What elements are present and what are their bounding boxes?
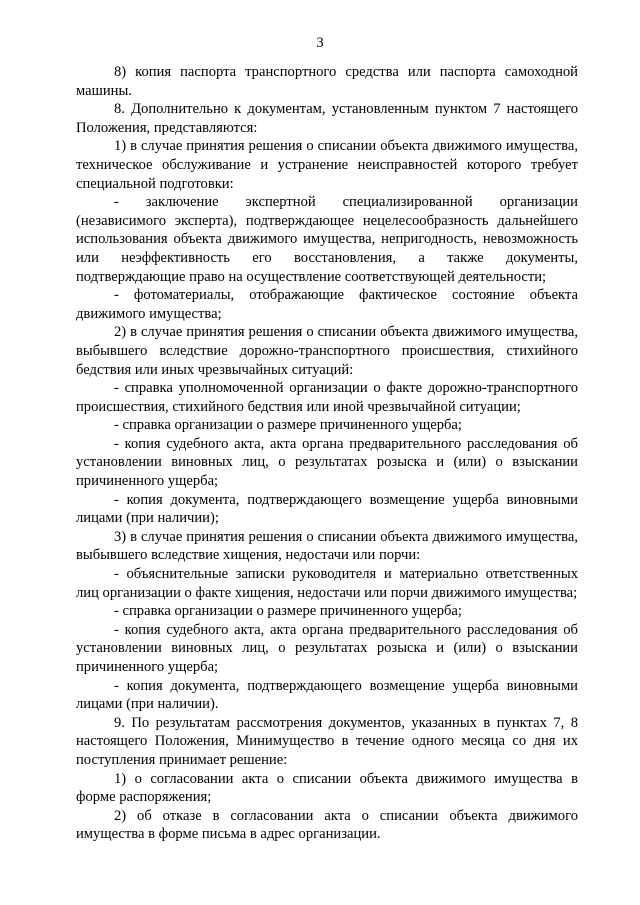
document-body xyxy=(76,63,578,844)
paragraph-compensation-document-2: - копия документа, подтверждающего возмещение ущерба виновными лицами (при наличии). xyxy=(76,677,578,713)
paragraph-subclause-2: 2) в случае принятия решения о списании объекта движимого имущества, выбывшего вследствие дорожно-транспортного происшествия, стихийного бедствия или иных чрезвычайных ситуаций: xyxy=(76,324,578,378)
paragraph-compensation-document: - копия документа, подтверждающего возмещение ущерба виновными лицами (при наличии); xyxy=(76,491,578,527)
paragraph-decision-approve: 1) о согласовании акта о списании объекта движимого имущества в форме распоряжения; xyxy=(76,770,578,806)
paragraph-item-8-passport: 8) копия паспорта транспортного средства или паспорта самоходной машины. xyxy=(76,64,578,99)
paragraph-court-act-copy-2: - копия судебного акта, акта органа предварительного расследования об установлении виновных лиц, о результатах розыска и (или) о взыскании причиненного ущерба; xyxy=(76,621,578,675)
paragraph-damage-certificate: - справка организации о размере причиненного ущерба; xyxy=(114,417,462,434)
paragraph-expert-conclusion: - заключение экспертной специализированной организации (независимого эксперта), подтверждающее нецелесообразность дальнейшего использования объекта движимого имущества, непригодность, невозможность или неэффективность его восстановления, а также документы, подтверждающие право на осуществление соответствующей деятельности; xyxy=(76,194,578,285)
page-number: 3 xyxy=(316,35,324,51)
paragraph-clause-8: 8. Дополнительно к документам, установленным пунктом 7 настоящего Положения, представляются: xyxy=(76,101,578,136)
paragraph-explanatory-notes: - объяснительные записки руководителя и материально ответственных лиц организации о факте хищения, недостачи или порчи движимого имущества; xyxy=(76,566,578,601)
paragraph-photo-materials: - фотоматериалы, отображающие фактическое состояние объекта движимого имущества; xyxy=(76,287,578,322)
paragraph-court-act-copy: - копия судебного акта, акта органа предварительного расследования об установлении виновных лиц, о результатах розыска и (или) о взыскании причиненного ущерба; xyxy=(76,435,578,490)
paragraph-subclause-3: 3) в случае принятия решения о списании объекта движимого имущества, выбывшего вследствие хищения, недостачи или порчи: xyxy=(76,528,578,564)
paragraph-damage-certificate-2: - справка организации о размере причиненного ущерба; xyxy=(114,603,462,620)
paragraph-decision-refuse: 2) об отказе в согласовании акта о списании объекта движимого имущества в форме письма в адрес организации. xyxy=(76,807,578,843)
paragraph-subclause-1: 1) в случае принятия решения о списании объекта движимого имущества, техническое обслуживание и устранение неисправностей которого требует специальной подготовки: xyxy=(76,138,578,192)
paragraph-clause-9: 9. По результатам рассмотрения документов, указанных в пунктах 7, 8 настоящего Положения, Минимущество в течение одного месяца со дня их поступления принимает решение: xyxy=(76,714,578,768)
paragraph-accident-certificate: - справка уполномоченной организации о факте дорожно-транспортного происшествия, стихийного бедствия или иной чрезвычайной ситуации; xyxy=(76,380,578,415)
